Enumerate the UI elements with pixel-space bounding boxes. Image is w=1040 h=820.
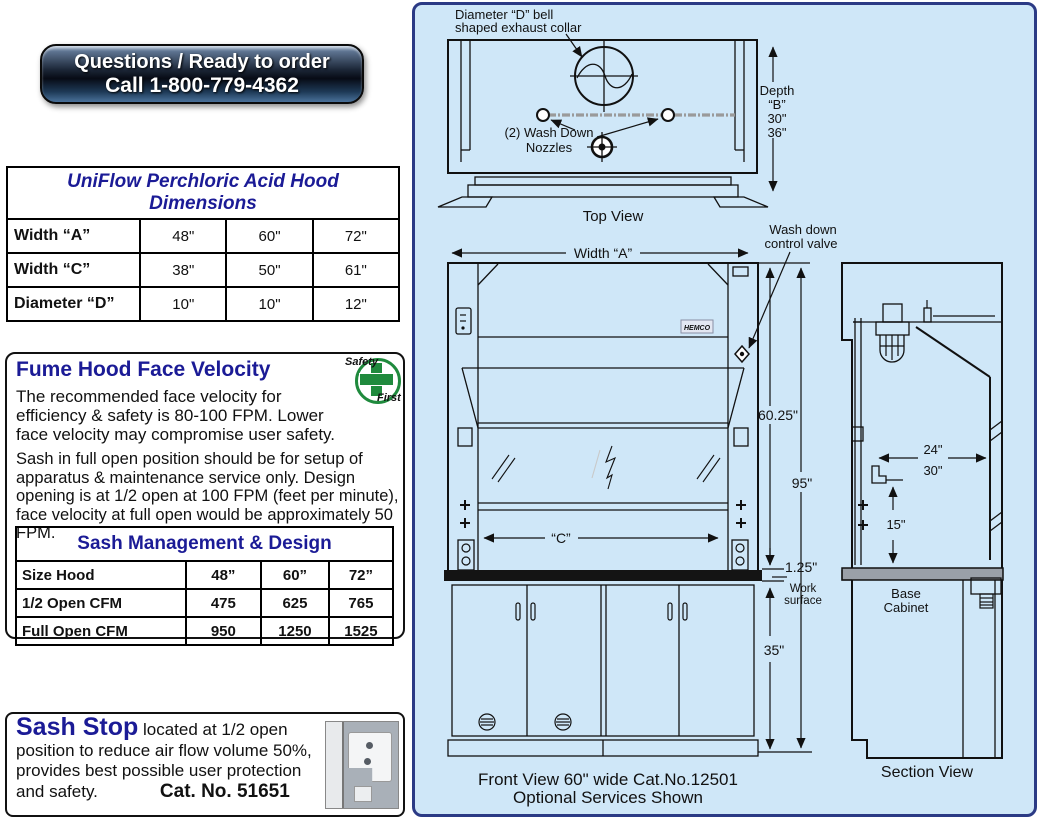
cell: 475: [186, 589, 261, 617]
bracket-tab: [354, 786, 372, 802]
face-velocity-box: [5, 352, 405, 639]
depth-text-1: Depth: [759, 83, 795, 98]
cell: 72”: [329, 561, 393, 589]
sash-glass: [492, 446, 720, 489]
base-cabinet-front: [448, 585, 758, 756]
cell: 50": [226, 253, 312, 287]
cell: 1250: [261, 617, 329, 645]
front-view-caption-2: Optional Services Shown: [513, 788, 703, 807]
work-surface-label-1: Work: [789, 583, 817, 595]
cell: 950: [186, 617, 261, 645]
dimensions-table-title: UniFlow Perchloric Acid Hood Dimensions: [7, 167, 399, 219]
safety-cross-horizontal: [359, 373, 394, 386]
order-phone-button[interactable]: [40, 44, 364, 104]
sash-stop-cat-no: Cat. No. 51651: [159, 780, 290, 802]
cell: 48”: [186, 561, 261, 589]
left-foot: [438, 197, 492, 207]
row-label: Width “C”: [7, 253, 140, 287]
sash-track-image-part: [326, 722, 344, 808]
face-velocity-title: Fume Hood Face Velocity: [16, 358, 271, 381]
nozzles-label-line2: Nozzles: [525, 140, 573, 155]
collar-label-line1: Diameter “D” bell: [455, 7, 554, 22]
cell: 625: [261, 589, 329, 617]
sash-stop-bracket-image: [348, 732, 392, 782]
wash-valve-label-2: control valve: [764, 236, 838, 251]
sash-table-title: Sash Management & Design: [16, 527, 393, 561]
dim-1-25: 1.25": [785, 559, 818, 575]
order-button-phone: Call 1-800-779-4362: [105, 73, 299, 97]
hood-dimensions-table: [6, 166, 400, 322]
technical-drawing-panel: [412, 2, 1037, 817]
top-view-caption: Top View: [582, 208, 644, 225]
cell: 72": [313, 219, 399, 253]
cell: 38": [140, 253, 226, 287]
cell: 12": [313, 287, 399, 321]
service-fixture: [872, 466, 886, 483]
ceiling-nozzle: [924, 308, 931, 322]
collar-label-line2: shaped exhaust collar: [455, 20, 582, 35]
dim-15: 15": [886, 517, 906, 532]
dim-60-25: 60.25": [757, 407, 799, 423]
sash-stop-photo: [325, 721, 399, 809]
work-surface: [444, 570, 762, 581]
table-row: [16, 561, 393, 589]
cell: 10": [140, 287, 226, 321]
dim-30: 30": [923, 463, 943, 478]
sash-stop-body: located at 1/2 open position to reduce air flow volume 50%, provides best possible user protection and safety.: [16, 720, 312, 801]
top-view-drawing: [438, 7, 794, 225]
base-cabinet-label-2: Cabinet: [883, 600, 929, 615]
depth-text-3: 30": [767, 111, 787, 126]
drain-pipe: [980, 594, 993, 608]
table-row: [16, 589, 393, 617]
right-foot: [714, 197, 768, 207]
service-outlets: [458, 540, 748, 570]
exhaust-collar: [570, 40, 638, 112]
wash-down-nozzles: [537, 109, 735, 121]
front-view-drawing: [444, 222, 837, 807]
bracket-hole: [364, 758, 371, 765]
work-surface-label-2: surface: [784, 595, 822, 607]
table-row: [7, 287, 399, 321]
cell: 1525: [329, 617, 393, 645]
depth-dimension: [760, 47, 795, 191]
width-c-label: “C”: [551, 530, 571, 546]
post-fixtures: [460, 500, 746, 528]
sash-stop-text: [16, 713, 322, 802]
hemco-logo: [681, 320, 713, 333]
row-label: 1/2 Open CFM: [16, 589, 186, 617]
row-label: Width “A”: [7, 219, 140, 253]
safety-first-icon: [345, 356, 401, 406]
wash-valve-symbol: [735, 346, 749, 362]
cell: 10": [226, 287, 312, 321]
cell: 765: [329, 589, 393, 617]
svg-text:HEMCO: HEMCO: [683, 325, 711, 332]
depth-text-4: 36": [767, 125, 787, 140]
hood-drawings-svg: [412, 2, 1037, 817]
cabinet-vent: [479, 714, 571, 730]
dim-95: 95": [791, 475, 813, 491]
width-a-label: Width “A”: [573, 245, 633, 261]
base-cabinet-label-1: Base: [891, 586, 921, 601]
table-row: [16, 617, 393, 645]
face-velocity-paragraph-1: The recommended face velocity for efficiency & safety is 80-100 FPM. Lower face velocity may compromise user safety.: [16, 387, 336, 444]
front-dimensions: [758, 263, 822, 752]
sash-management-table: [15, 526, 394, 646]
cell: 61": [313, 253, 399, 287]
safety-word-top: Safety: [345, 356, 379, 368]
depth-text-2: “B”: [768, 97, 786, 112]
front-view-caption-1: Front View 60" wide Cat.No.12501: [478, 770, 738, 789]
face-velocity-paragraph-2: Sash in full open position should be for setup of apparatus & maintenance service only. Design opening is at 1/2 open at 100 FPM (feet per minute), face velocity at full open would be approximately 50 FPM.: [16, 450, 399, 542]
row-label: Diameter “D”: [7, 287, 140, 321]
wash-valve-label-1: Wash down: [769, 222, 837, 237]
cell: 60”: [261, 561, 329, 589]
bracket-hole: [366, 742, 373, 749]
section-view-caption: Section View: [880, 764, 974, 781]
cell: 60": [226, 219, 312, 253]
order-button-line1: Questions / Ready to order: [74, 50, 330, 73]
table-row: [7, 219, 399, 253]
explosion-proof-light: [876, 304, 909, 362]
side-valves: [858, 500, 868, 530]
safety-word-bottom: First: [377, 392, 401, 404]
row-label: Size Hood: [16, 561, 186, 589]
sash-stop-box: [5, 712, 405, 817]
nozzles-label-line1: (2) Wash Down: [504, 125, 594, 140]
row-label: Full Open CFM: [16, 617, 186, 645]
sash-stop-title: Sash Stop: [16, 713, 139, 741]
cell: 48": [140, 219, 226, 253]
section-view-drawing: [842, 263, 1003, 781]
dim-35: 35": [763, 642, 785, 658]
dim-24: 24": [923, 442, 943, 457]
table-row: [7, 253, 399, 287]
